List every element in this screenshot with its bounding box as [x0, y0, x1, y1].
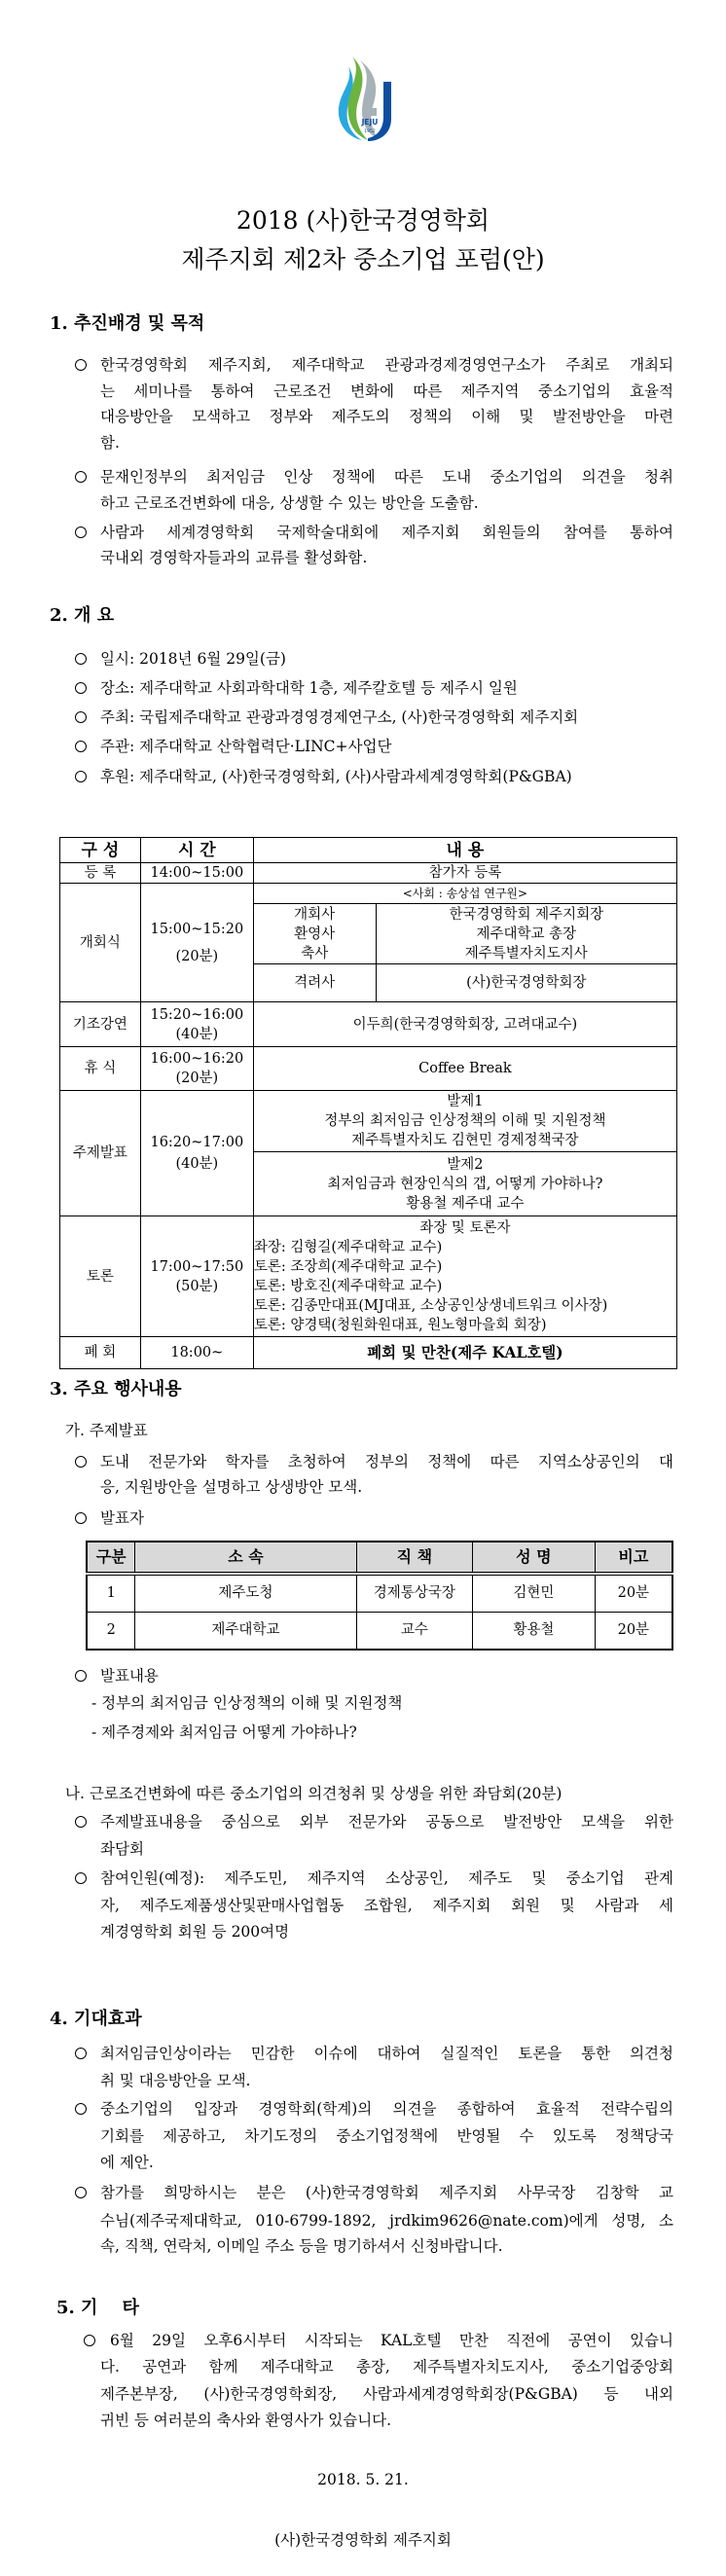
paragraph-line: 계경영학회 회원 등 200여명	[100, 1923, 290, 1941]
paragraph-line: 취 및 대응방안을 모색.	[100, 2072, 251, 2089]
header-cell: 성 명	[473, 1542, 596, 1574]
paragraph-line: 6월 29일 오후6시부터 시작되는 KAL호텔 만찬 직전에 공연이 있습니	[110, 2332, 673, 2349]
bullet-circle-icon	[75, 741, 87, 752]
duration-text: (40분)	[175, 1026, 219, 1042]
time-cell	[140, 1047, 253, 1091]
bullet-circle-icon	[75, 2187, 87, 2198]
paragraph-line: 에 제안.	[100, 2154, 154, 2171]
overview-item: 후원: 제주대학교, (사)한국경영학회, (사)사람과세계경영학회(P&GBA)	[100, 768, 572, 785]
overview-item: 주최: 국립제주대학교 관광과경영경제연구소, (사)한국경영학회 제주지회	[100, 708, 579, 726]
time-text: 17:00~17:50	[150, 1258, 244, 1275]
paragraph-line: 속, 직책, 연락처, 이메일 주소 등을 명기하셔서 신청바랍니다.	[100, 2237, 503, 2255]
bullet-circle-icon	[75, 2103, 87, 2115]
cell: 제주대학교	[135, 1612, 356, 1650]
time-cell	[140, 1216, 253, 1337]
header-cell: 직 책	[356, 1542, 473, 1574]
presenters-table	[86, 1541, 673, 1651]
paragraph-line: 귀빈 등 여러분의 축사와 환영사가 있습니다.	[100, 2412, 392, 2429]
paragraph-line: 최저임금인상이라는 민감한 이슈에 대하여 실질적인 토론을 통한 의견청	[100, 2045, 673, 2062]
speaker: 한국경영학회 제주지회장	[449, 906, 604, 923]
table-row	[60, 1091, 677, 1152]
bullet-circle-icon	[75, 1456, 87, 1468]
paragraph-line: 발표내용	[100, 1667, 159, 1685]
panelist: 토론: 방호진(제주대학교 교수)	[253, 1278, 443, 1294]
time-text: 15:20~16:00	[150, 1006, 244, 1023]
time-text: 15:00~15:20	[150, 921, 244, 937]
paragraph-line: 참가를 희망하시는 분은 (사)한국경영학회 제주지회 사무국장 김창학 교	[100, 2184, 673, 2201]
speaker: 제주특별자치도지사	[464, 945, 588, 961]
paragraph-line: 문재인정부의 최저임금 인상 정책에 따른 도내 중소기업의 의견을 청취	[100, 468, 673, 486]
document-title-line1: 2018 (사)한국경영학회	[236, 206, 490, 235]
time-cell	[140, 1091, 253, 1216]
table-row	[60, 863, 677, 884]
paragraph-line: 주제발표내용을 중심으로 외부 전문가와 공동으로 발전방안 모색을 위한	[100, 1813, 673, 1831]
presenter: 제주특별자치도 김현민 경제정책국장	[351, 1133, 579, 1148]
part-cell: 휴 식	[60, 1047, 141, 1091]
cell: 20분	[595, 1574, 672, 1612]
table-row	[60, 1216, 677, 1337]
cell: 20분	[595, 1612, 672, 1650]
paragraph-line: 제주본부장, (사)한국경영학회장, 사람과세계경영학회장(P&GBA) 등 내외	[100, 2385, 673, 2403]
issuer-signature: (사)한국경영학회 제주지회	[274, 2531, 452, 2549]
time-text: 16:00~16:20	[150, 1051, 244, 1067]
subsection-heading: 나. 근로조건변화에 따른 중소기업의 의견청취 및 상생을 위한 좌담회(20분)	[65, 1785, 563, 1802]
speaker: (사)한국경영학회장	[376, 964, 676, 1002]
bullet-circle-icon	[75, 526, 87, 538]
speakers-cell	[376, 904, 676, 964]
content-cell: Coffee Break	[253, 1047, 676, 1091]
panelist: 토론: 조장희(제주대학교 교수)	[253, 1258, 443, 1275]
table-row	[87, 1574, 672, 1612]
table-row	[60, 1002, 677, 1047]
cell: 교수	[356, 1612, 473, 1650]
paragraph-line: 사람과 세계경영학회 국제학술대회에 제주지회 회원들의 참여를 통하여	[100, 524, 673, 541]
bullet-circle-icon	[75, 471, 87, 483]
time-cell	[140, 1002, 253, 1047]
table-header-row	[60, 838, 677, 863]
bullet-circle-icon	[75, 711, 87, 723]
presentation-1-cell	[253, 1091, 676, 1152]
subsection-heading: 가. 주제발표	[65, 1422, 148, 1439]
panelist: 토론: 양경택(청원화원대표, 원노형마을회 회장)	[253, 1317, 547, 1333]
table-row	[87, 1612, 672, 1650]
time-cell: 14:00~15:00	[140, 863, 253, 884]
section-heading: 5. 기 타	[56, 2298, 139, 2318]
paragraph-line: 중소기업의 입장과 경영학회(학계)의 의견을 종합하여 효율적 전략수립의	[100, 2100, 673, 2118]
duration-text: (20분)	[175, 1070, 219, 1086]
presentation-topic: 정부의 최저임금 인상정책의 이해 및 지원정책	[324, 1113, 606, 1129]
duration-text: (50분)	[175, 1278, 219, 1294]
paragraph-line: 대응방안을 모색하고 정부와 제주도의 정책의 이해 및 발전방안을 마련	[100, 408, 673, 425]
paragraph-line: 한국경영학회 제주지회, 제주대학교 관광과경제경영연구소가 주최로 개최되	[100, 356, 673, 374]
discussion-cell	[253, 1216, 676, 1337]
header-cell: 구 성	[60, 838, 141, 863]
paragraph-line: 국내외 경영학자들과의 교류를 활성화함.	[100, 549, 368, 566]
presentation-topic: 최저임금과 현장인식의 갭, 어떻게 가야하나?	[327, 1176, 603, 1192]
time-text: 16:20~17:00	[150, 1135, 244, 1150]
topic-item: - 제주경제와 최저임금 어떻게 가야하나?	[91, 1723, 357, 1741]
svg-text:1952: 1952	[364, 129, 376, 134]
cell: 경제통상국장	[356, 1574, 473, 1612]
table-header-row	[87, 1542, 672, 1574]
duration-text: (40분)	[175, 1156, 219, 1172]
overview-item: 장소: 제주대학교 사회과학대학 1층, 제주칼호텔 등 제주시 일원	[100, 679, 518, 697]
presentation-label: 발제1	[447, 1094, 484, 1109]
bullet-circle-icon	[75, 653, 87, 665]
section-heading: 1. 추진배경 및 목적	[50, 313, 205, 334]
document-date: 2018. 5. 21.	[317, 2471, 409, 2488]
svg-text:JEJU: JEJU	[361, 118, 379, 127]
discussion-title: 좌장 및 토론자	[419, 1219, 511, 1236]
part-cell: 기조강연	[60, 1002, 141, 1047]
speaker: 제주대학교 총장	[476, 925, 577, 942]
part-cell: 개회식	[60, 884, 141, 1002]
table-row	[60, 1337, 677, 1369]
paragraph-line: 자, 제주도제품생산및판매사업협동 조합원, 제주지회 회원 및 사람과 세	[100, 1897, 673, 1914]
mc-cell: <사회 : 송상섭 연구원>	[253, 884, 676, 904]
table-row	[60, 1047, 677, 1091]
presentation-label: 발제2	[447, 1156, 484, 1173]
part-cell: 주제발표	[60, 1091, 141, 1216]
paragraph-line: 도내 전문가와 학자를 초청하여 정부의 정책에 따른 지역소상공인의 대	[100, 1453, 673, 1470]
bullet-circle-icon	[75, 682, 87, 694]
paragraph-line: 발표자	[100, 1509, 144, 1527]
header-cell: 비고	[595, 1542, 672, 1574]
presenter: 황용철 제주대 교수	[406, 1195, 525, 1212]
bullet-circle-icon	[75, 771, 87, 782]
table-row	[60, 884, 677, 904]
bullet-circle-icon	[75, 2048, 87, 2059]
bullet-circle-icon	[75, 1816, 87, 1828]
cell: 황용철	[473, 1612, 596, 1650]
overview-item: 주관: 제주대학교 산학협력단·LINC+사업단	[100, 738, 392, 755]
cell: 1	[87, 1574, 135, 1612]
paragraph-line: 는 세미나를 통하여 근로조건 변화에 따른 제주지역 중소기업의 효율적	[100, 382, 673, 400]
document-title-line2: 제주지회 제2차 중소기업 포럼(안)	[181, 245, 545, 273]
bullet-circle-icon	[75, 359, 87, 371]
role: 축사	[301, 945, 329, 961]
header-cell: 시 간	[140, 838, 253, 863]
header-cell: 소 속	[135, 1542, 356, 1574]
content-cell: 참가자 등록	[253, 863, 676, 884]
cell: 2	[87, 1612, 135, 1650]
paragraph-line: 함.	[100, 434, 120, 452]
paragraph-line: 참여인원(예정): 제주도민, 제주지역 소상공인, 제주도 및 중소기업 관계	[100, 1869, 673, 1887]
role: 격려사	[253, 964, 376, 1002]
bullet-circle-icon	[75, 1872, 87, 1884]
topic-item: - 정부의 최저임금 인상정책의 이해 및 지원정책	[91, 1694, 403, 1712]
time-cell	[140, 884, 253, 1002]
part-cell: 폐 회	[60, 1337, 141, 1369]
paragraph-line: 좌담회	[100, 1840, 144, 1858]
panelist: 좌장: 김형길(제주대학교 교수)	[253, 1239, 443, 1255]
part-cell: 등 록	[60, 863, 141, 884]
overview-item: 일시: 2018년 6월 29일(금)	[100, 650, 286, 668]
cell: 제주도청	[135, 1574, 356, 1612]
schedule-table	[59, 837, 677, 1369]
bullet-circle-icon	[84, 2335, 95, 2346]
content-cell: 폐회 및 만찬(제주 KAL호텔)	[253, 1337, 676, 1369]
presentation-2-cell	[253, 1152, 676, 1216]
content-cell: 이두희(한국경영학회장, 고려대교수)	[253, 1002, 676, 1047]
time-cell: 18:00~	[140, 1337, 253, 1369]
bullet-circle-icon	[75, 1670, 87, 1682]
header-cell: 구분	[87, 1542, 135, 1574]
paragraph-line: 다. 공연과 함께 제주대학교 총장, 제주특별자치도지사, 중소기업중앙회	[100, 2358, 673, 2376]
part-cell: 토론	[60, 1216, 141, 1337]
role: 환영사	[294, 925, 336, 942]
panelist: 토론: 김종만대표(MJ대표, 소상공인상생네트워크 이사장)	[253, 1297, 608, 1314]
paragraph-line: 응, 지원방안을 설명하고 상생방안 모색.	[100, 1478, 363, 1496]
roles-cell	[253, 904, 376, 964]
section-heading: 4. 기대효과	[50, 2009, 142, 2029]
duration-text: (20분)	[175, 948, 219, 964]
jeju-university-logo	[335, 54, 397, 142]
bullet-circle-icon	[75, 1512, 87, 1524]
section-heading: 2. 개 요	[50, 605, 115, 626]
section-heading: 3. 주요 행사내용	[50, 1379, 182, 1399]
cell: 김현민	[473, 1574, 596, 1612]
paragraph-line: 기회를 제공하고, 차기도정의 중소기업정책에 반영될 수 있도록 정책당국	[100, 2127, 673, 2145]
header-cell: 내 용	[253, 838, 676, 863]
role: 개회사	[294, 906, 336, 923]
paragraph-line: 수님(제주국제대학교, 010-6799-1892, jrdkim9626@nate.com)에게 성명, 소	[100, 2212, 673, 2230]
paragraph-line: 하고 근로조건변화에 대응, 상생할 수 있는 방안을 도출함.	[100, 494, 479, 512]
